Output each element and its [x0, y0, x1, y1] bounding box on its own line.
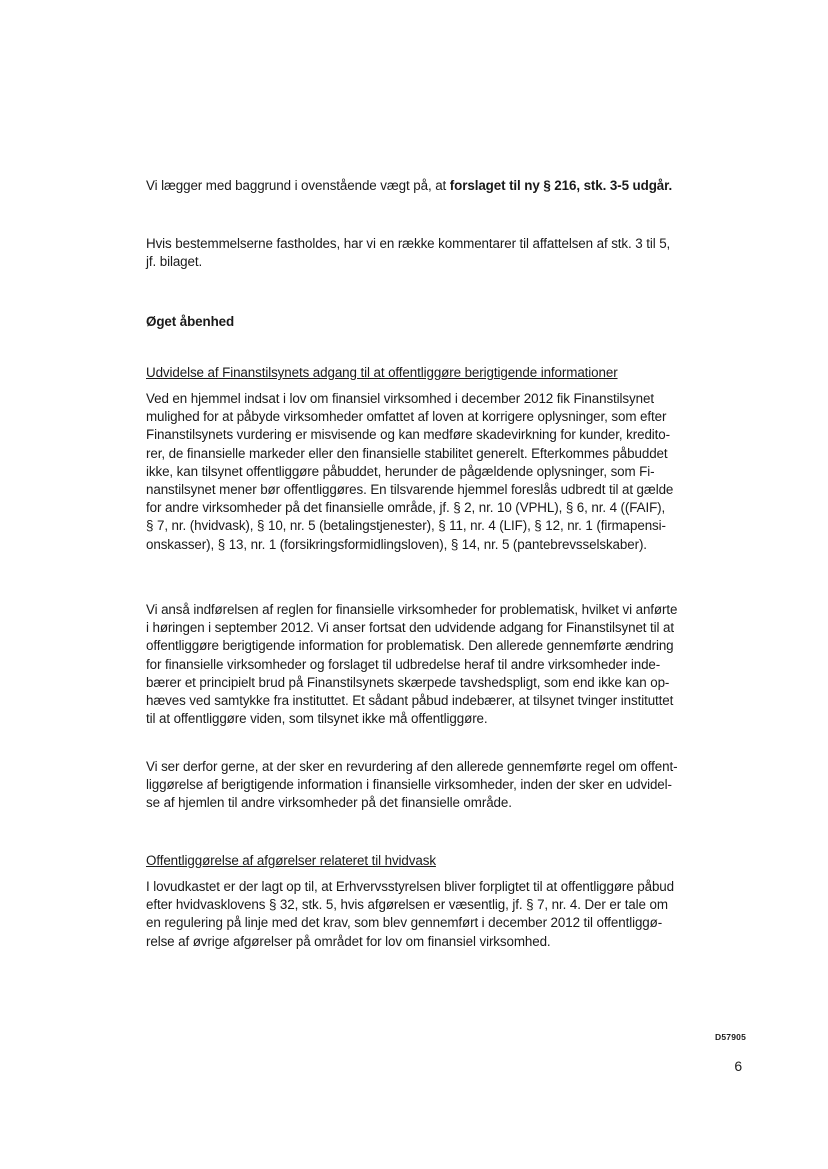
text-line: for finansielle virksomheder og forslaget til udbredelse heraf til andre virksomheder inde-	[146, 656, 661, 672]
paragraph-revurdering	[146, 758, 746, 813]
text-line: i høringen i september 2012. Vi anser fortsat den udvidende adgang for Finanstilsynet til at	[146, 620, 674, 636]
text-line: for andre virksomheder på det finansielle område, jf. § 2, nr. 10 (VPHL), § 6, nr. 4 ((FAIF),	[146, 500, 666, 516]
intro-text: Vi lægger med baggrund i ovenstående vægt på, at	[146, 178, 450, 193]
intro-bold-proposal: forslaget til ny § 216, stk. 3-5 udgår.	[449, 178, 673, 193]
intro-paragraph	[146, 177, 746, 195]
subheading-berigtigende: Udvidelse af Finanstilsynets adgang til at offentliggøre berigtigende informationer	[146, 365, 618, 380]
text-line: offentliggøre berigtigende information for problematisk. Den allerede gennemførte ændring	[146, 638, 674, 654]
paragraph-lovudkast	[146, 878, 746, 951]
section-heading: Øget åbenhed	[146, 314, 235, 329]
text-line: I lovudkastet er der lagt op til, at Erhvervsstyrelsen bliver forpligtet til at offentliggøre påbud	[146, 879, 674, 894]
paragraph-problematisk	[146, 601, 746, 728]
document-reference: D57905	[715, 1032, 746, 1042]
text-line: ikke, kan tilsynet offentliggøre påbuddet, herunder de pågældende oplysninger, som Fi-	[146, 463, 655, 479]
text-line: en regulering på linje med det krav, som blev gennemført i december 2012 til offentliggø-	[146, 915, 663, 931]
text-line: se af hjemlen til andre virksomheder på det finansielle område.	[146, 795, 512, 811]
text-line: onskasser), § 13, nr. 1 (forsikringsformidlingsloven), § 14, nr. 5 (pantebrevsselskaber).	[146, 536, 647, 552]
text-line: til at offentliggøre viden, som tilsynet ikke må offentliggøre.	[146, 711, 488, 727]
text-line: liggørelse af berigtigende information i finansielle virksomheder, inden der sker en udvidel-	[146, 777, 672, 793]
text-line: Vi ser derfor gerne, at der sker en revurdering af den allerede gennemførte regel om offent-	[146, 759, 678, 774]
text-line: mulighed for at påbyde virksomheder omfattet af loven at korrigere oplysninger, som efter	[146, 409, 667, 425]
text-line: hæves ved samtykke fra instituttet. Et sådant påbud indebærer, at tilsynet tvinger instituttet	[146, 693, 674, 709]
text-line: Vi anså indførelsen af reglen for finansielle virksomheder for problematisk, hvilket vi anførte	[146, 602, 678, 617]
text-line: efter hvidvasklovens § 32, stk. 5, hvis afgørelsen er væsentlig, jf. § 7, nr. 4. Der er tale om	[146, 897, 668, 913]
text-line: Hvis bestemmelserne fastholdes, har vi en række kommentarer til affattelsen af stk. 3 til 5,	[146, 236, 671, 251]
text-line: relse af øvrige afgørelser på området for lov om finansiel virksomhed.	[146, 933, 551, 949]
text-line: Finanstilsynets vurdering er misvisende og kan medføre skadevirkning for kunder, kredito-	[146, 427, 670, 443]
text-line: nanstilsynet mener bør offentliggøres. En tilsvarende hjemmel foreslås udbredt til at gælde	[146, 482, 674, 498]
text-line: jf. bilaget.	[146, 254, 203, 270]
text-line: rer, de finansielle markeder eller den finansielle stabilitet generelt. Efterkommes påbuddet	[146, 445, 668, 461]
paragraph-hjemmel	[146, 390, 746, 554]
text-line: Ved en hjemmel indsat i lov om finansiel virksomhed i december 2012 fik Finanstilsynet	[146, 391, 654, 406]
subheading-hvidvask: Offentliggørelse af afgørelser relateret til hvidvask	[146, 853, 436, 868]
page-number: 6	[734, 1058, 742, 1074]
paragraph-fastholdes	[146, 235, 746, 271]
text-line: § 7, nr. (hvidvask), § 10, nr. 5 (betalingstjenester), § 11, nr. 4 (LIF), § 12, nr. 1 (firmapensi-	[146, 518, 666, 534]
text-line: bærer et principielt brud på Finanstilsynets skærpede tavshedspligt, som end ikke kan op-	[146, 674, 670, 690]
